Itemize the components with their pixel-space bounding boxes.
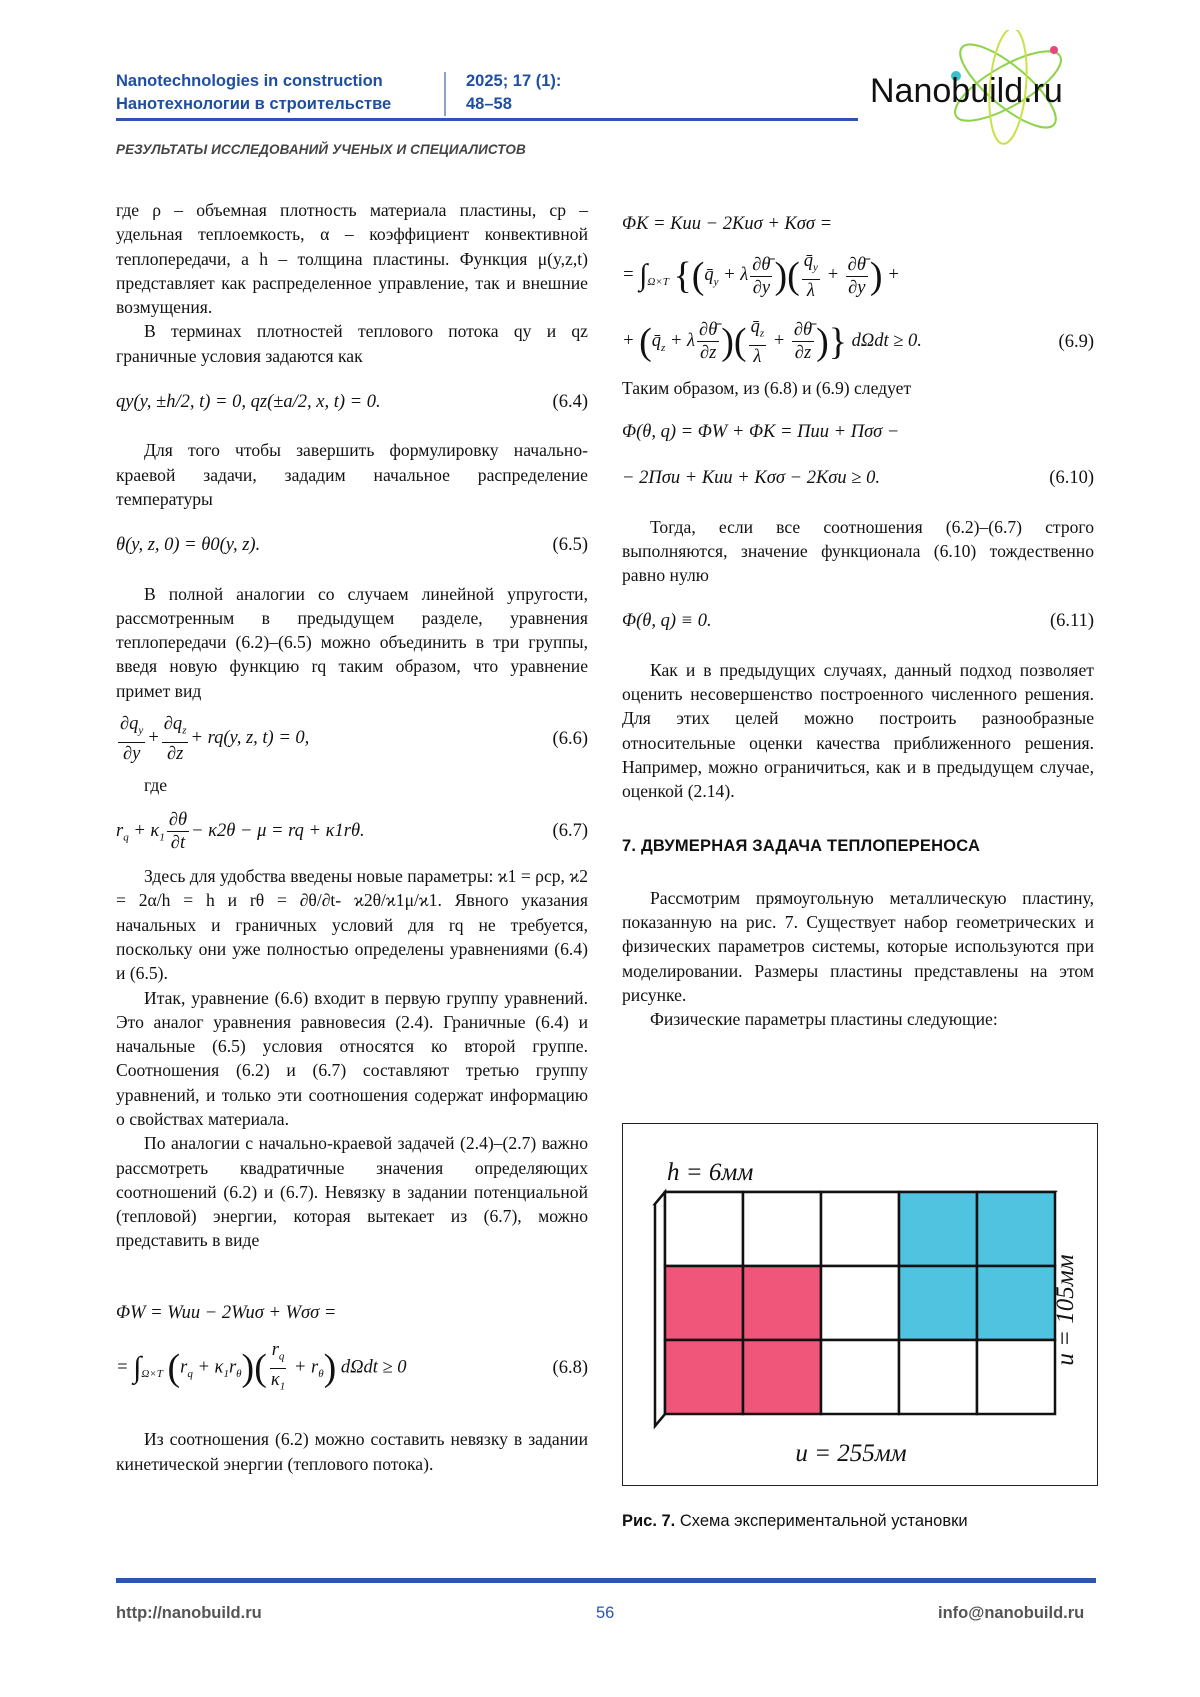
plate-cell-white (821, 1266, 899, 1340)
equation-number: (6.8) (552, 1358, 588, 1379)
journal-title-ru: Нанотехнологии в строительстве (116, 95, 392, 113)
equation-line (116, 1339, 588, 1397)
paragraph: Как и в предыдущих случаях, данный подход позволяет оценить несовершенство построенного численного решения. Для этих целей можно построить разнообразные относительные оценки качества приближенного решения. Например, можно ограничиться, как и в предыдущем случае, оценкой (2.14). (622, 659, 1094, 802)
fraction: $\frac{\partial\thetā}{\partial z}$ (793, 320, 813, 364)
equation-6-4 (116, 390, 588, 414)
paragraph: Таким образом, из (6.8) и (6.9) следует (622, 377, 912, 398)
issue-pages: 48–58 (466, 95, 512, 113)
figure-caption-text: Схема экспериментальной установки (679, 1512, 968, 1530)
plate-cell-pink (743, 1266, 821, 1340)
atom-electron-icon (1050, 46, 1058, 54)
plate-cell-white (899, 1340, 977, 1414)
equation-body: + ($q̄_z + \lambda$ $\frac{\partial\thetā}{\partial z}$ )( $\frac{q̄_z}{\lambda}$ + $\frac{\partial\thetā}{\partial z}$ )} dΩdt ≥ 0. (622, 316, 922, 367)
plate-grid (665, 1192, 1055, 1414)
equation-tail: − κ2θ − μ = rq + κ1rθ. (191, 820, 365, 841)
equation-body: ΦK = Kuu − 2Kuσ + Kσσ = (622, 214, 833, 234)
plate-cell-white (821, 1192, 899, 1266)
equation-body: θ(y, z, 0) = θ0(y, z). (116, 535, 261, 556)
equation-6-5 (116, 533, 588, 557)
header-rule (116, 118, 858, 121)
equation-number: (6.9) (1058, 331, 1094, 352)
fraction: $\frac{q̄_z}{\lambda}$ (750, 316, 765, 367)
equation-body: = $\int_{\Omega\times T}$ {($q̄_y + \lambda$ $\frac{\partial\thetā}{\partial y}$ )( $\frac{q̄_y}{\lambda}$ + $\frac{\partial\thetā}{\partial y}$ ) + (622, 251, 900, 301)
thickness-label: h = 6мм (667, 1159, 754, 1186)
paragraph: Тогда, если все соотношения (6.2)–(6.7) строго выполняются, значение функционала (6.10) тождественно равно нулю (622, 516, 1094, 586)
paragraph: Физические параметры пластины следующие: (650, 1009, 998, 1030)
equation-body: Φ(θ, q) = ΦW + ΦK = Πuu + Πσσ − (622, 421, 900, 442)
section-heading: 7. ДВУМЕРНАЯ ЗАДАЧА ТЕПЛОПЕРЕНОСА (622, 836, 981, 855)
equation-body: Φ(θ, q) ≡ 0. (622, 611, 712, 632)
fraction: $\frac{\partial q_y}{\partial y}$ (120, 714, 144, 764)
equation-number: (6.5) (552, 535, 588, 556)
equation-line (622, 316, 1094, 368)
equation-number: (6.11) (1049, 611, 1094, 632)
plate-cell-pink (743, 1340, 821, 1414)
plate-cell-pink (665, 1266, 743, 1340)
header-separator (444, 72, 446, 116)
equation-line (116, 1301, 588, 1325)
paragraph: В терминах плотностей теплового потока qy и qz граничные условия задаются как (116, 321, 588, 366)
nanobuild-logo (858, 30, 1108, 150)
equation-6-11 (622, 609, 1094, 633)
fraction: $\frac{q̄_y}{\lambda}$ (803, 251, 818, 301)
equation-number: (6.4) (552, 392, 588, 413)
journal-title (116, 70, 436, 116)
figure-frame (622, 1123, 1098, 1486)
equation-6-10 (622, 420, 1094, 491)
paragraph: Здесь для удобства введены новые параметры: ϰ1 = ρcp, ϰ2 = 2α/h = h и rθ = ∂θ/∂t- ϰ2θ/ϰ1μ/ϰ1. Явного указания начальных и граничных условий для rq не требуется, поскольку они уже полностью определены уравнениями (6.4) и (6.5). (116, 866, 589, 984)
fraction: $\frac{\partial\thetā}{\partial z}$ (699, 320, 718, 364)
paragraph: где (144, 774, 168, 795)
footer-rule (116, 1578, 1096, 1583)
fraction: $\frac{\partial\thetā}{\partial y}$ (847, 254, 866, 298)
width-label: u = 105мм (1052, 1254, 1079, 1366)
plate-cell-white (743, 1192, 821, 1266)
plate-cell-pink (665, 1340, 743, 1414)
figure-caption (622, 1512, 968, 1531)
equation-body: − 2Πσu + Kuu + Kσσ − 2Kσu ≥ 0. (622, 468, 880, 489)
left-column (116, 198, 588, 1476)
equation-line (622, 250, 1094, 302)
equation-body: $r_q + \kappa_1$ $\frac{\partial\theta}{\partial t}$ − κ2θ − μ = rq + κ1rθ. (116, 810, 365, 854)
equation-body: $\frac{\partial q_y}{\partial y}$ + $\frac{\partial q_z}{\partial z}$ + rq(y, z, t) = 0, (120, 714, 310, 764)
equation-line (622, 420, 1094, 444)
equation-6-9 (622, 212, 1094, 368)
plate-cell-blue (977, 1266, 1055, 1340)
plate-cell-white (977, 1340, 1055, 1414)
issue-info (466, 70, 561, 116)
figure-caption-label: Рис. 7. (622, 1512, 676, 1530)
paragraph: Итак, уравнение (6.6) входит в первую группу уравнений. Это аналог уравнения равновесия (2.4). Граничные (6.4) и начальные (6.5) условия относятся ко второй группе. Соотношения (6.2) и (6.7) составляют третью группу уравнений, и только эти соотношения содержат информацию о свойствах материала. (116, 987, 588, 1129)
paragraph: По аналогии с начально-краевой задачей (2.4)–(2.7) важно рассмотреть квадратичные значения определяющих соотношений (6.2) и (6.7). Невязку в задании потенциальной (тепловой) энергии, которая вытекает из (6.7), можно представить в виде (116, 1133, 588, 1251)
fraction: $\frac{\partial q_z}{\partial z}$ (163, 714, 187, 764)
equation-6-6 (116, 713, 588, 765)
plate-cell-white (821, 1340, 899, 1414)
fraction: $\frac{\partial\theta}{\partial t}$ (168, 810, 188, 854)
equation-line (622, 466, 1094, 490)
fraction: $\frac{r_q}{\kappa_1}$ (270, 1340, 286, 1393)
length-label: u = 255мм (795, 1440, 907, 1467)
page-number: 56 (596, 1604, 615, 1622)
fraction: $\frac{\partial\thetā}{\partial y}$ (752, 254, 771, 298)
footer-url-link[interactable]: http://nanobuild.ru (116, 1604, 262, 1622)
section-label: РЕЗУЛЬТАТЫ ИССЛЕДОВАНИЙ УЧЕНЫХ И СПЕЦИАЛИСТОВ (116, 142, 526, 157)
plate-cell-blue (899, 1192, 977, 1266)
equation-body: qy(y, ±h/2, t) = 0, qz(±a/2, x, t) = 0. (116, 392, 381, 413)
equation-6-7 (116, 809, 588, 854)
equation-number: (6.10) (1049, 468, 1094, 489)
plate-cell-blue (899, 1266, 977, 1340)
equation-body: ΦW = Wuu − 2Wuσ + Wσσ = (116, 1302, 337, 1323)
plate-left-edge (655, 1192, 665, 1426)
logo-text: Nanobuild.ru (870, 72, 1063, 110)
paragraph: Для того чтобы завершить формулировку начально-краевой задачи, зададим начальное распределение температуры (116, 440, 588, 509)
equation-number: (6.6) (552, 728, 588, 749)
paragraph: Из соотношения (6.2) можно составить невязку в задании кинетической энергии (теплового потока). (116, 1429, 588, 1474)
equation-number: (6.7) (552, 821, 588, 842)
equation-line (622, 212, 1094, 236)
equation-body: = $\int_{\Omega\times T}$ $(r_q + \kappa_1r_\theta)$( $\frac{r_q}{\kappa_1}$ + $r_\theta$) dΩdt ≥ 0 (116, 1339, 407, 1397)
paragraph: Рассмотрим прямоугольную металлическую пластину, показанную на рис. 7. Существует набор геометрических и физических параметров системы, которые используются при моделировании. Размеры пластины представлены на этом рисунке. (622, 887, 1094, 1006)
journal-title-en: Nanotechnologies in construction (116, 72, 383, 90)
plate-cell-blue (977, 1192, 1055, 1266)
equation-6-8 (116, 1301, 588, 1398)
plate-cell-white (665, 1192, 743, 1266)
right-column (622, 214, 1094, 1032)
paragraph: где ρ – объемная плотность материала пластины, cp – удельная теплоемкость, α – коэффициент конвективной теплопередачи, а h – толщина пластины. Функция μ(y,z,t) представляет как распределенное управление, так и внешние возмущения. (116, 200, 588, 318)
issue-number: 2025; 17 (1): (466, 72, 562, 90)
paragraph: В полной аналогии со случаем линейной упругости, рассмотренным в предыдущем разделе, уравнения теплопередачи (6.2)–(6.5) можно объединить в три группы, введя новую функцию rq таким образом, что уравнение примет вид (116, 583, 588, 701)
equation-tail: + rq(y, z, t) = 0, (190, 728, 310, 749)
footer-email-link[interactable]: info@nanobuild.ru (938, 1604, 1085, 1622)
plate-diagram (623, 1124, 1096, 1484)
